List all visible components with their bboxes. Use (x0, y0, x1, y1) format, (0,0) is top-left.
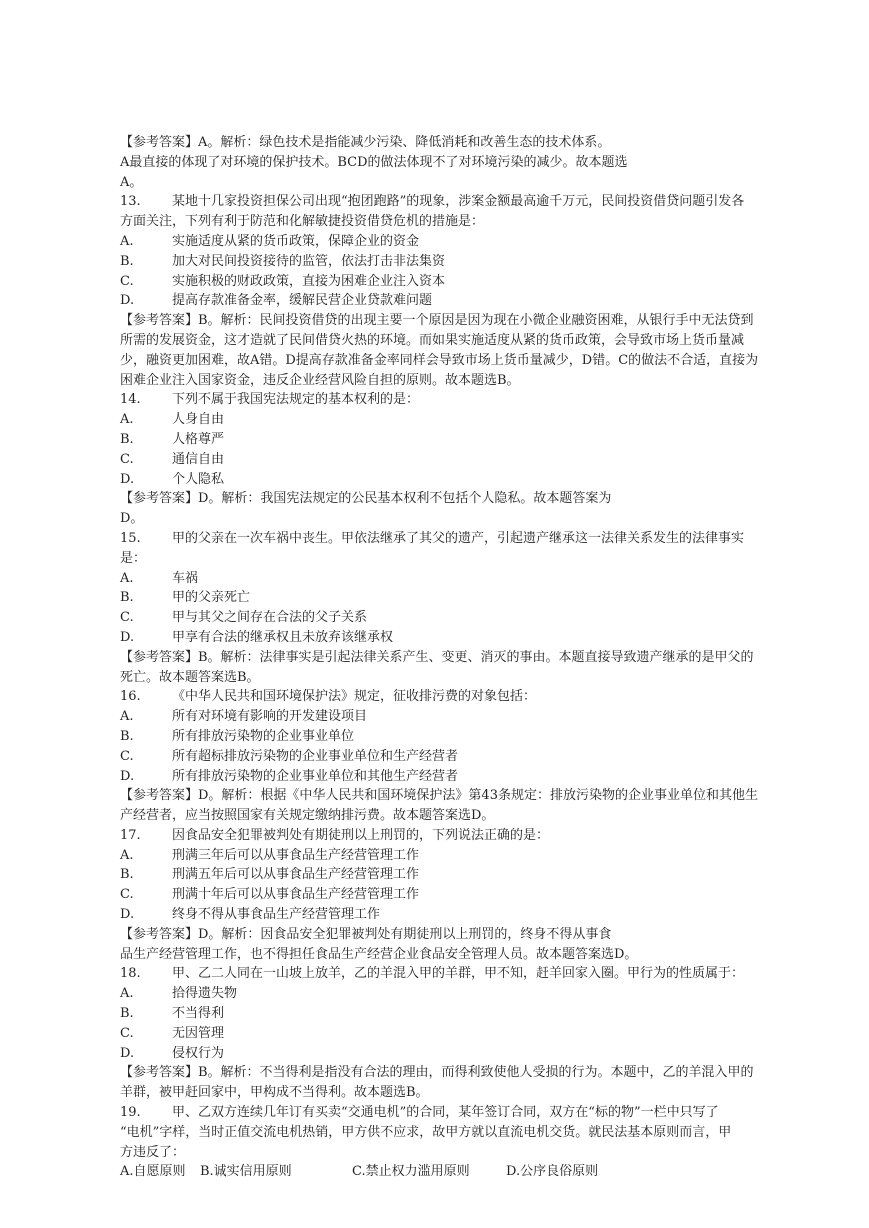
option-letter: B. (120, 590, 134, 606)
answer-option (120, 1004, 842, 1024)
answer-line: D。 (120, 511, 144, 527)
option-text: 不当得利 (172, 1006, 225, 1022)
option-letter: B. (120, 728, 134, 744)
answer-option (120, 885, 842, 905)
option-text: 刑满三年后可以从事食品生产经营管理工作 (172, 847, 420, 863)
question-stem (120, 529, 842, 549)
answer-line: 【参考答案】A。解析：绿色技术是指能减少污染、降低消耗和改善生态的技术体系。 (120, 135, 611, 150)
question-text: 甲、乙二人同在一山坡上放羊，乙的羊混入甲的羊群，甲不知，赶羊回家入圈。甲行为的性质属于： (172, 966, 745, 982)
question-text: 下列不属于我国宪法规定的基本权利的是： (172, 392, 420, 408)
option-letter: C. (120, 451, 134, 467)
option-text: 甲与其父之间存在合法的父子关系 (172, 610, 368, 626)
answer-option (120, 588, 842, 608)
question-text-continued: “电机”字样，当时正值交流电机热销，甲方供不应求，故甲方就以直流电机交货。就民法基本原则而言，甲 (120, 1124, 732, 1140)
option-text: 所有对环境有影响的开发建设项目 (172, 709, 368, 725)
option-letter: A. (120, 233, 134, 249)
option-text: 实施适度从紧的货币政策，保障企业的资金 (172, 233, 420, 249)
option-text: 车祸 (172, 570, 199, 586)
inline-options (120, 1162, 842, 1182)
option-letter: C. (120, 273, 134, 289)
answer-line: 所需的发展资金，这才造就了民间借贷火热的环境。而如果实施适度从紧的货币政策，会导致市场上货币量减 (120, 332, 745, 348)
question-number: 17. (120, 827, 141, 843)
question-text: 因食品安全犯罪被判处有期徒刑以上刑罚的，下列说法正确的是： (172, 827, 550, 843)
answer-line: 少，融资更加困难，故A错。D提高存款准备金率同样会导致市场上货币量减少，D错。C的做法不合适，直接为 (120, 352, 759, 368)
answer-option (120, 984, 842, 1004)
answer-option (120, 905, 842, 925)
option-letter: D. (120, 629, 135, 645)
answer-option: D.公序良俗原则 (506, 1164, 599, 1180)
question-stem (120, 390, 842, 410)
answer-option (120, 430, 842, 450)
answer-option (120, 628, 842, 648)
answer-option (120, 272, 842, 292)
option-letter: D. (120, 907, 135, 923)
option-letter: A. (120, 986, 134, 1002)
question-number: 18. (120, 966, 141, 982)
option-text: 所有排放污染物的企业事业单位 (172, 728, 355, 744)
answer-option (120, 470, 842, 490)
answer-option: B.诚实信用原则 (200, 1164, 292, 1180)
answer-option (120, 727, 842, 747)
answer-option (120, 1044, 842, 1064)
answer-option (120, 410, 842, 430)
option-letter: C. (120, 1025, 134, 1041)
answer-line: 【参考答案】B。解析：法律事实是引起法律关系产生、变更、消灭的事由。本题直接导致遗产继承的是甲父的 (120, 649, 754, 665)
option-text: 侵权行为 (172, 1045, 225, 1061)
option-letter: D. (120, 1045, 135, 1061)
option-text: 个人隐私 (172, 471, 225, 487)
option-letter: B. (120, 431, 134, 447)
option-text: 人格尊严 (172, 431, 225, 447)
question-number: 14. (120, 392, 141, 408)
option-text: 甲享有合法的继承权且未放弃该继承权 (172, 629, 394, 645)
option-text: 人身自由 (172, 412, 225, 428)
question-stem (120, 687, 842, 707)
question-stem (120, 826, 842, 846)
answer-option (120, 865, 842, 885)
option-text: 通信自由 (172, 451, 225, 467)
option-letter: A. (120, 709, 134, 725)
answer-option (120, 232, 842, 252)
option-letter: A. (120, 847, 134, 863)
question-text-continued: 是： (120, 550, 147, 566)
option-text: 实施积极的财政政策，直接为困难企业注入资本 (172, 273, 446, 289)
question-text: 《中华人民共和国环境保护法》规定，征收排污费的对象包括： (172, 689, 537, 705)
answer-line: 【参考答案】D。解析：我国宪法规定的公民基本权利不包括个人隐私。故本题答案为 (120, 491, 612, 507)
option-text: 所有超标排放污染物的企业事业单位和生产经营者 (172, 748, 459, 764)
question-text-continued: 方违反了： (120, 1144, 186, 1160)
question-text: 甲的父亲在一次车祸中丧生。甲依法继承了其父的遗产，引起遗产继承这一法律关系发生的法律事实 (172, 530, 745, 546)
answer-option (120, 767, 842, 787)
answer-option (120, 252, 842, 272)
question-number: 13. (120, 194, 141, 210)
answer-option (120, 608, 842, 628)
option-letter: B. (120, 1006, 134, 1022)
option-text: 终身不得从事食品生产经营管理工作 (172, 907, 381, 923)
answer-line: 【参考答案】B。解析：民间投资借贷的出现主要一个原因是因为现在小微企业融资困难，从银行手中无法贷到 (120, 313, 754, 329)
answer-line: 死亡。故本题答案选B。 (120, 669, 260, 685)
option-letter: C. (120, 887, 134, 903)
question-stem (120, 192, 842, 212)
answer-line: A最直接的体现了对环境的保护技术。BCD的做法体现不了对环境污染的减少。故本题选 (120, 154, 628, 170)
option-text: 提高存款准备金率，缓解民营企业贷款难问题 (172, 293, 433, 309)
answer-option (120, 707, 842, 727)
option-letter: B. (120, 867, 134, 883)
answer-option: A.自愿原则 (120, 1164, 186, 1180)
option-letter: D. (120, 293, 135, 309)
answer-option (120, 747, 842, 767)
option-letter: C. (120, 610, 134, 626)
option-text: 拾得遗失物 (172, 986, 238, 1002)
answer-option (120, 291, 842, 311)
question-text: 甲、乙双方连续几年订有买卖“交通电机”的合同，某年签订合同，双方在“标的物”一栏中只写了 (172, 1105, 719, 1121)
option-letter: D. (120, 471, 135, 487)
option-text: 加大对民间投资接待的监管，依法打击非法集资 (172, 253, 446, 269)
answer-line: 【参考答案】B。解析：不当得利是指没有合法的理由，而得利致使他人受损的行为。本题中，乙的羊混入甲的 (120, 1065, 754, 1081)
document-page (120, 133, 842, 1182)
option-text: 刑满十年后可以从事食品生产经营管理工作 (172, 887, 420, 903)
option-text: 所有排放污染物的企业事业单位和其他生产经营者 (172, 768, 459, 784)
question-stem (120, 964, 842, 984)
answer-line: A。 (120, 174, 143, 190)
answer-line: 【参考答案】D。解析：根据《中华人民共和国环境保护法》第43条规定：排放污染物的企业事业单位和其他生 (120, 788, 758, 804)
option-letter: C. (120, 748, 134, 764)
question-number: 19. (120, 1105, 141, 1121)
answer-option (120, 846, 842, 866)
answer-option (120, 569, 842, 589)
option-letter: A. (120, 570, 134, 586)
option-letter: A. (120, 412, 134, 428)
answer-line: 困难企业注入国家资金，违反企业经营风险自担的原则。故本题选B。 (120, 372, 520, 388)
answer-option (120, 1024, 842, 1044)
answer-option: C.禁止权力滥用原则 (352, 1164, 470, 1180)
answer-line: 羊群，被甲赶回家中，甲构成不当得利。故本题选B。 (120, 1085, 429, 1101)
question-stem (120, 1103, 842, 1123)
option-text: 甲的父亲死亡 (172, 590, 251, 606)
answer-line: 品生产经营管理工作，也不得担任食品生产经营企业食品安全管理人员。故本题答案选D。 (120, 946, 638, 962)
answer-line: 【参考答案】D。解析：因食品安全犯罪被判处有期徒刑以上刑罚的，终身不得从事食 (120, 926, 612, 942)
question-text-continued: 方面关注，下列有利于防范和化解敏捷投资借贷危机的措施是： (120, 214, 485, 230)
option-text: 无因管理 (172, 1025, 225, 1041)
answer-option (120, 450, 842, 470)
option-text: 刑满五年后可以从事食品生产经营管理工作 (172, 867, 420, 883)
option-letter: D. (120, 768, 135, 784)
option-letter: B. (120, 253, 134, 269)
question-number: 15. (120, 530, 141, 546)
question-number: 16. (120, 689, 141, 705)
question-text: 某地十几家投资担保公司出现“抱团跑路”的现象，涉案金额最高逾千万元，民间投资借贷问题引发各 (172, 194, 745, 210)
answer-line: 产经营者，应当按照国家有关规定缴纳排污费。故本题答案选D。 (120, 808, 495, 824)
